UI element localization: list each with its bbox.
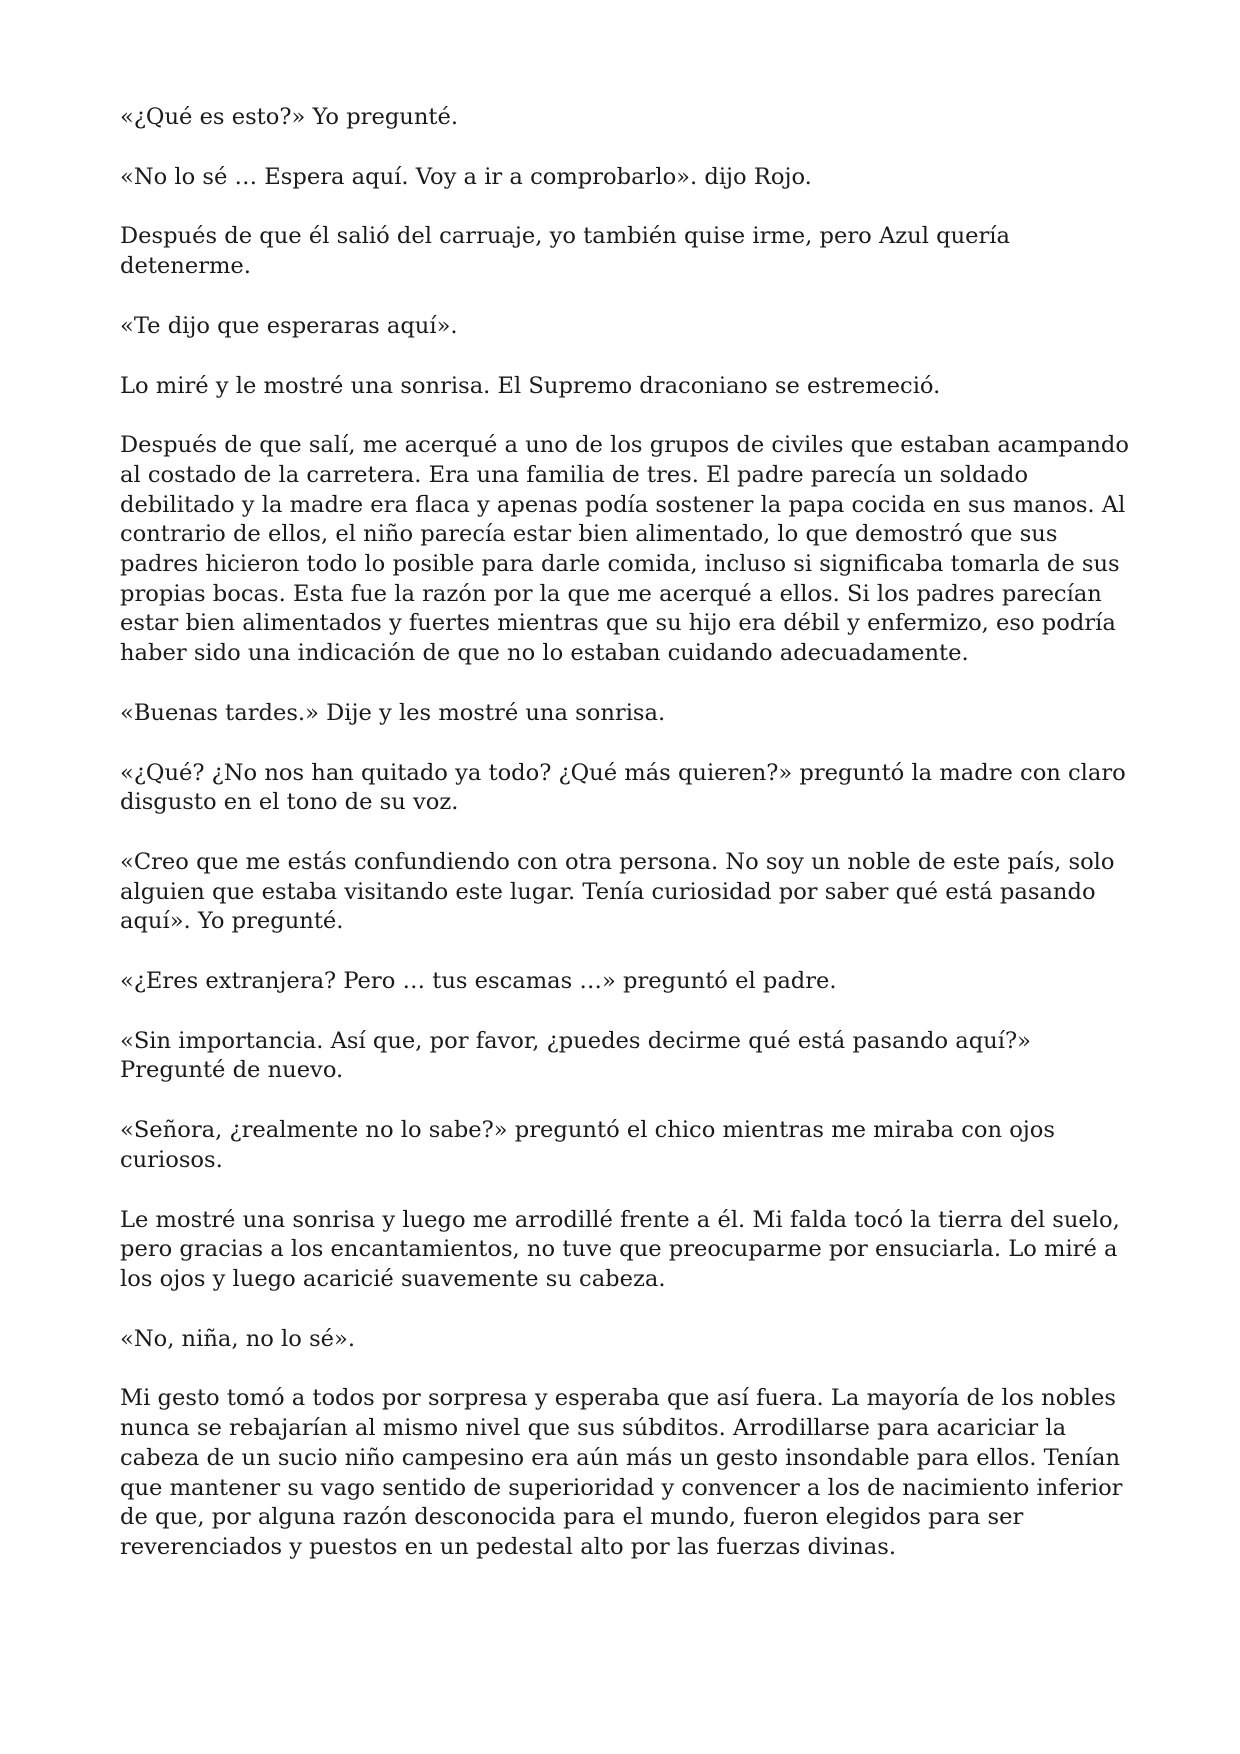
paragraph: «¿Qué es esto?» Yo pregunté.: [120, 104, 459, 130]
paragraph: Lo miré y le mostré una sonrisa. El Supremo draconiano se estremeció.: [120, 372, 941, 399]
paragraph: «Buenas tardes.» Dije y les mostré una sonrisa.: [120, 699, 666, 726]
paragraph: «Sin importancia. Así que, por favor, ¿puedes decirme qué está pasando aquí?» Pregunté de nuevo.: [120, 1027, 1031, 1084]
paragraph: «¿Qué? ¿No nos han quitado ya todo? ¿Qué más quieren?» preguntó la madre con claro disgusto en el tono de su voz.: [120, 759, 1126, 816]
paragraph: «¿Eres extranjera? Pero … tus escamas …» preguntó el padre.: [120, 968, 837, 995]
paragraph: «No lo sé … Espera aquí. Voy a ir a comprobarlo». dijo Rojo.: [120, 163, 812, 190]
document-page: [120, 103, 1130, 1563]
paragraph: Le mostré una sonrisa y luego me arrodillé frente a él. Mi falda tocó la tierra del suelo, pero gracias a los encantamientos, no tuve que preocuparme por ensuciarla. Lo miré a los ojos y luego acaricié suavemente su cabeza.: [120, 1206, 1120, 1292]
paragraph: «Creo que me estás confundiendo con otra persona. No soy un noble de este país, solo alguien que estaba visitando este lugar. Tenía curiosidad por saber qué está pasando aquí». Yo pregunté.: [120, 848, 1115, 935]
paragraph: «Te dijo que esperaras aquí».: [120, 312, 458, 339]
paragraph: Mi gesto tomó a todos por sorpresa y esperaba que así fuera. La mayoría de los nobles nunca se rebajarían al mismo nivel que sus súbditos. Arrodillarse para acariciar la cabeza de un sucio niño campesino era aún más un gesto insondable para ellos. Tenían que mantener su vago sentido de superioridad y convencer a los de nacimiento inferior de que, por alguna razón desconocida para el mundo, fueron elegidos para ser reverenciados y puestos en un pedestal alto por las fuerzas divinas.: [120, 1385, 1123, 1560]
paragraph: «No, niña, no lo sé».: [120, 1325, 356, 1352]
paragraph: «Señora, ¿realmente no lo sabe?» preguntó el chico mientras me miraba con ojos curiosos.: [120, 1117, 1056, 1173]
paragraph: Después de que salí, me acerqué a uno de los grupos de civiles que estaban acampando al costado de la carretera. Era una familia de tres. El padre parecía un soldado debilitado y la madre era flaca y apenas podía sostener la papa cocida en sus manos. Al contrario de ellos, el niño parecía estar bien alimentado, lo que demostró que sus padres hicieron todo lo posible para darle comida, incluso si significaba tomarla de sus propias bocas. Esta fue la razón por la que me acerqué a ellos. Si los padres parecían estar bien alimentados y fuertes mientras que su hijo era débil y enfermizo, eso podría haber sido una indicación de que no lo estaban cuidando adecuadamente.: [120, 432, 1129, 667]
paragraph: Después de que él salió del carruaje, yo también quise irme, pero Azul quería detenerme.: [120, 223, 1011, 280]
